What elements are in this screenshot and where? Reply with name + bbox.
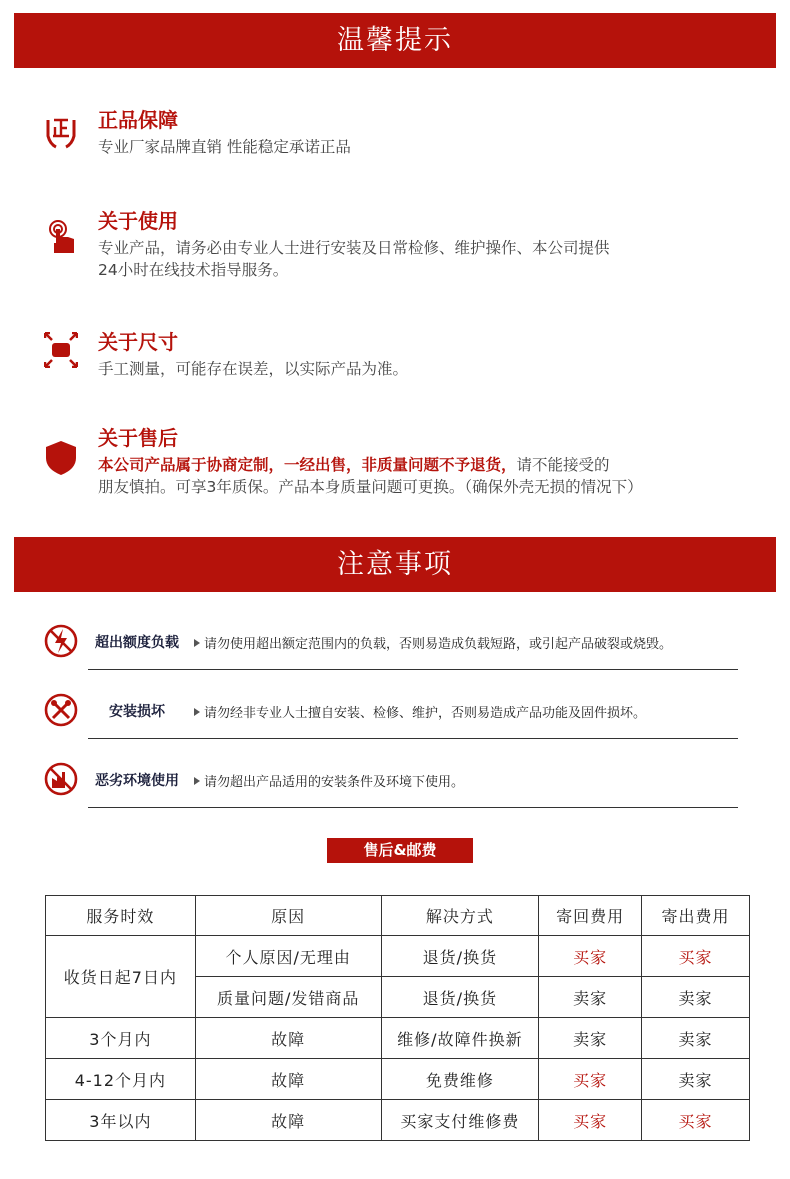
table-row [46, 1100, 750, 1141]
table-cell: 收货日起7日内 [46, 936, 196, 1018]
table-row [46, 936, 750, 977]
table-cell: 卖家 [539, 977, 642, 1018]
tip-body: 手工测量，可能存在误差，以实际产品为准。 [98, 360, 409, 378]
table-cell: 买家 [539, 1059, 642, 1100]
tip-title: 关于售后 [98, 426, 178, 450]
expand-arrows-icon [44, 332, 78, 368]
table-cell: 退货/换货 [381, 977, 539, 1018]
table-cell: 卖家 [642, 1018, 750, 1059]
table-cell: 故障 [195, 1018, 381, 1059]
tip-title: 关于尺寸 [98, 330, 178, 354]
note-text: 请勿超出产品适用的安装条件及环境下使用。 [194, 771, 464, 790]
no-tools-icon [44, 693, 78, 727]
table-header: 原因 [195, 896, 381, 936]
tip-body: 专业厂家品牌直销 性能稳定承诺正品 [98, 138, 351, 156]
table-cell: 3个月内 [46, 1018, 196, 1059]
table-cell: 免费维修 [381, 1059, 539, 1100]
table-cell: 买家 [642, 1100, 750, 1141]
table-header: 寄出费用 [642, 896, 750, 936]
table-row [46, 1059, 750, 1100]
table-row [46, 1018, 750, 1059]
note-overload [44, 614, 738, 670]
note-install [44, 683, 738, 739]
touch-hand-icon [44, 219, 78, 255]
zheng-shield-icon [44, 114, 78, 150]
divider [88, 807, 738, 808]
table-cell: 买家 [642, 936, 750, 977]
table-cell: 买家 [539, 936, 642, 977]
tip-body: 本公司产品属于协商定制，一经出售，非质量问题不予退货，请不能接受的 朋友慎拍。可享3年质保。产品本身质量问题可更换。（确保外壳无损的情况下） [98, 456, 643, 496]
table-cell: 卖家 [642, 1059, 750, 1100]
tip-title: 关于使用 [98, 209, 178, 233]
table-cell: 故障 [195, 1100, 381, 1141]
table-cell: 故障 [195, 1059, 381, 1100]
table-cell: 卖家 [539, 1018, 642, 1059]
note-label: 恶劣环境使用 [95, 773, 179, 789]
tip-body: 专业产品，请务必由专业人士进行安装及日常检修、维护操作、本公司提供 24小时在线技术指导服务。 [98, 239, 610, 279]
banner-notes: 注意事项 [14, 537, 776, 592]
note-text: 请勿使用超出额定范围内的负载，否则易造成负载短路，或引起产品破裂或烧毁。 [194, 633, 672, 652]
tip-title: 正品保障 [98, 108, 178, 132]
table-cell: 买家 [539, 1100, 642, 1141]
table-cell: 4-12个月内 [46, 1059, 196, 1100]
note-text: 请勿经非专业人士擅自安装、检修、维护，否则易造成产品功能及固件损坏。 [194, 702, 646, 721]
note-environment [44, 752, 738, 808]
aftersales-table [45, 895, 750, 1141]
no-lightning-icon [44, 624, 78, 658]
table-cell: 退货/换货 [381, 936, 539, 977]
table-header-row [46, 896, 750, 936]
divider [88, 738, 738, 739]
table-cell: 卖家 [642, 977, 750, 1018]
aftersales-pill: 售后&邮费 [327, 838, 473, 863]
table-cell: 3年以内 [46, 1100, 196, 1141]
table-cell: 买家支付维修费 [381, 1100, 539, 1141]
banner-tips: 温馨提示 [14, 13, 776, 68]
note-label: 安装损坏 [109, 704, 165, 720]
table-header: 寄回费用 [539, 896, 642, 936]
note-label: 超出额度负载 [95, 635, 179, 651]
table-cell: 维修/故障件换新 [381, 1018, 539, 1059]
table-cell: 个人原因/无理由 [195, 936, 381, 977]
no-factory-icon [44, 762, 78, 796]
table-header: 解决方式 [381, 896, 539, 936]
table-cell: 质量问题/发错商品 [195, 977, 381, 1018]
divider [88, 669, 738, 670]
table-header: 服务时效 [46, 896, 196, 936]
shield-icon [44, 440, 78, 476]
